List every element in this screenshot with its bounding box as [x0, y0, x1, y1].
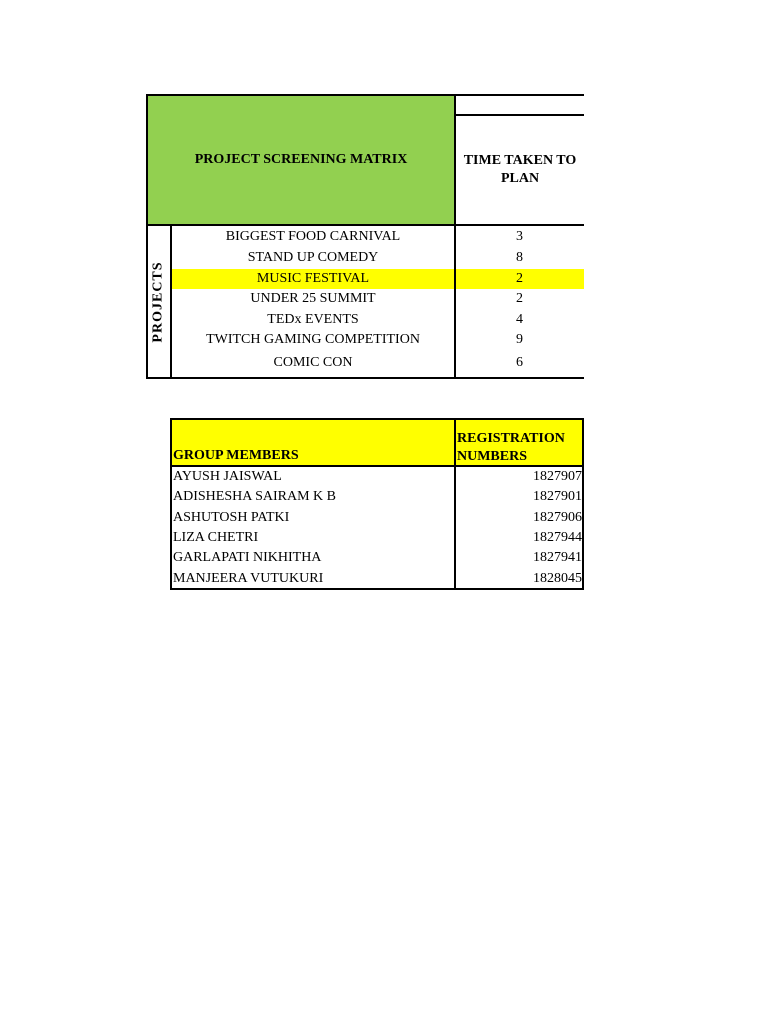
time-taken-value: 3 — [516, 229, 523, 244]
time-taken-value: 9 — [516, 332, 523, 347]
matrix-title: PROJECT SCREENING MATRIX — [194, 151, 408, 167]
project-row[interactable] — [171, 269, 584, 289]
registration-number: 1827941 — [533, 550, 582, 566]
matrix-border-left — [146, 94, 148, 379]
member-row[interactable] — [171, 528, 584, 548]
project-name: MUSIC FESTIVAL — [256, 271, 370, 286]
matrix-border-bottom — [146, 377, 584, 379]
matrix-border-top — [146, 94, 584, 96]
project-name: UNDER 25 SUMMIT — [250, 291, 376, 306]
members-border-bottom — [170, 588, 584, 590]
group-members-header[interactable]: GROUP MEMBERS — [173, 448, 299, 463]
members-border-right — [582, 418, 584, 590]
projects-side-label: PROJECTS — [151, 260, 166, 343]
project-row[interactable] — [171, 248, 584, 268]
registration-number: 1827907 — [533, 469, 582, 484]
member-row[interactable] — [171, 548, 584, 568]
member-name: AYUSH JAISWAL — [173, 469, 282, 484]
registration-number: 1827901 — [533, 489, 582, 505]
project-name: TEDx EVENTS — [267, 312, 359, 327]
member-name: LIZA CHETRI — [173, 529, 259, 545]
member-name: ADISHESHA SAIRAM K B — [173, 489, 336, 505]
registration-numbers-header[interactable] — [457, 430, 581, 466]
project-name: COMIC CON — [273, 355, 353, 370]
registration-number: 1827944 — [533, 529, 582, 545]
member-name: MANJEERA VUTUKURI — [173, 570, 324, 586]
member-name: GARLAPATI NIKHITHA — [173, 550, 322, 566]
registration-number: 1827906 — [533, 509, 582, 525]
time-taken-value: 4 — [516, 312, 523, 327]
time-taken-header-label: TIME TAKEN TO PLAN — [463, 153, 577, 186]
members-border-left — [170, 418, 172, 590]
project-row[interactable] — [171, 227, 584, 247]
projects-side-label-cell[interactable] — [147, 226, 171, 377]
time-taken-header[interactable] — [456, 116, 584, 224]
members-border-top — [170, 418, 584, 420]
project-name: BIGGEST FOOD CARNIVAL — [225, 229, 401, 244]
project-row[interactable] — [171, 330, 584, 350]
time-taken-value: 2 — [516, 271, 523, 286]
registration-number: 1828045 — [533, 570, 582, 586]
project-row[interactable] — [171, 353, 584, 373]
registration-numbers-header-label: REGISTRATION NUMBERS — [457, 431, 565, 464]
member-row[interactable] — [171, 467, 584, 487]
matrix-column-divider — [454, 94, 456, 379]
time-taken-value: 8 — [516, 250, 523, 265]
project-row[interactable] — [171, 310, 584, 330]
matrix-header-bottom — [146, 224, 584, 226]
member-name: ASHUTOSH PATKI — [173, 509, 290, 525]
matrix-header-top-line — [455, 114, 584, 116]
matrix-title-cell[interactable] — [147, 95, 455, 224]
project-name: STAND UP COMEDY — [247, 250, 379, 265]
member-row[interactable] — [171, 569, 584, 589]
project-row[interactable] — [171, 289, 584, 309]
time-taken-value: 6 — [516, 355, 523, 370]
member-row[interactable] — [171, 508, 584, 528]
project-name: TWITCH GAMING COMPETITION — [206, 332, 420, 347]
member-row[interactable] — [171, 487, 584, 507]
members-column-divider — [454, 418, 456, 590]
members-header-bottom — [170, 465, 584, 467]
matrix-side-divider — [170, 224, 172, 379]
time-taken-value: 2 — [516, 291, 523, 306]
